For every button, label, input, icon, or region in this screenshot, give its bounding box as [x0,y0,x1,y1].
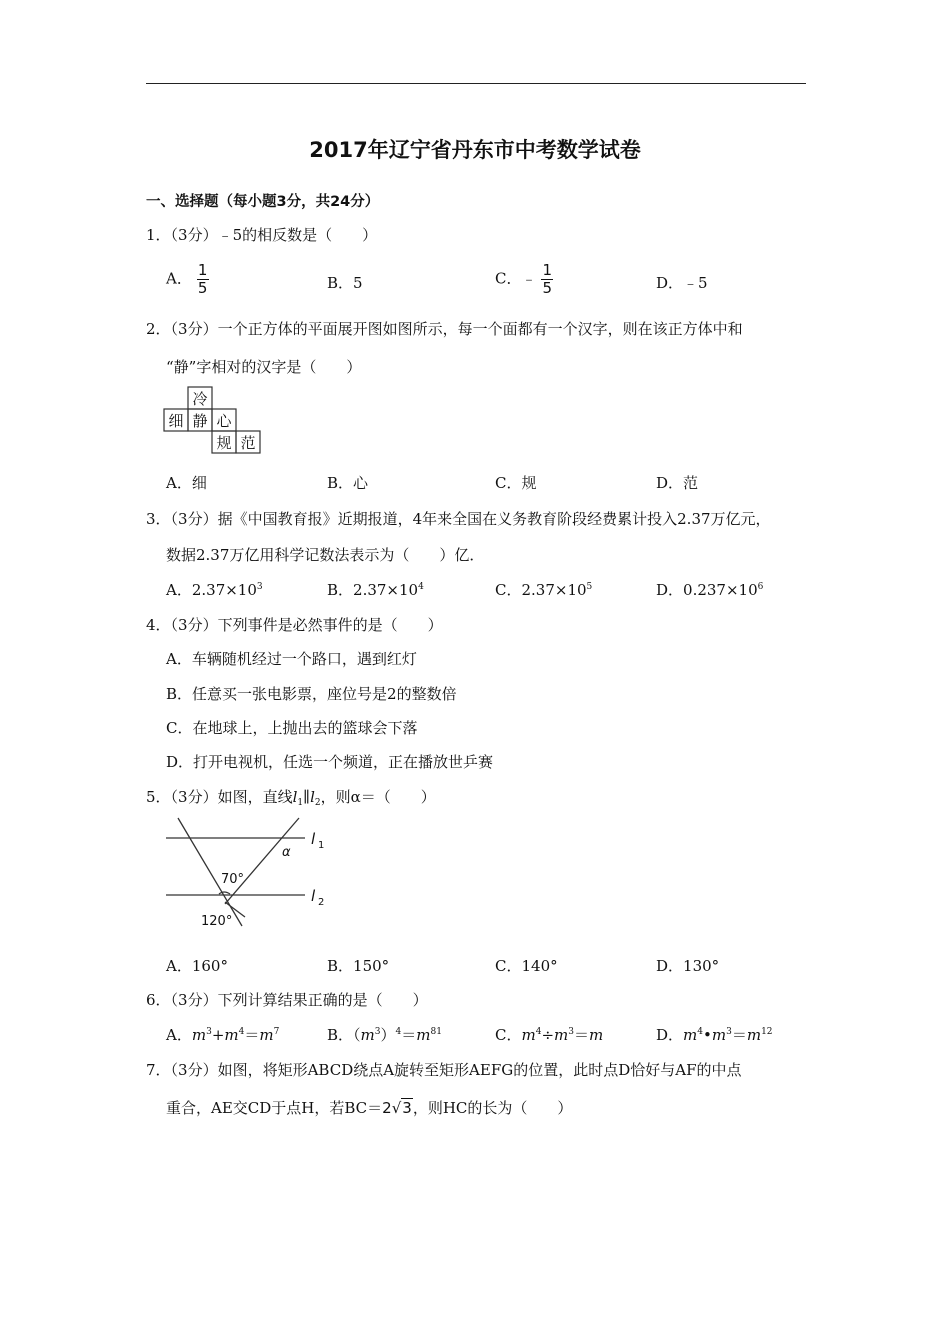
q3-stem-line1: 3．（3分）据《中国教育报》近期报道，4年来全国在义务教育阶段经费累计投入2.37万亿元， [146,510,771,528]
q5-option-d: D．130° [656,957,720,975]
q1-a-label: A． [166,269,192,288]
q3-option-a: A．$2.37\times 10^3$ [166,581,263,599]
q2-option-d: D．范 [656,474,699,492]
q6-option-a: A．$m^3+m^4=m^7$ [166,1026,280,1044]
q3-option-c: C．$2.37\times 10^5$ [495,581,593,599]
label-l2: l [311,887,316,905]
q3-option-b: B．$2.37\times 10^4$ [327,581,424,599]
cube-net-figure [163,386,263,458]
net-cell-xi: 细 [168,412,184,430]
label-l2-sub: 2 [318,897,325,908]
q6-option-b: B．$(m^3)^4=m^{81}$ [327,1026,442,1044]
section-heading: 一、选择题（每小题3分，共24分） [146,194,380,210]
q1-c-den: 5 [542,279,553,297]
q2-stem-line1: 2．（3分）一个正方体的平面展开图如图所示，每一个面都有一个汉字，则在该正方体中和 [146,320,743,338]
q1-a-fraction [197,262,209,297]
q4-option-b: B．任意买一张电影票，座位号是2的整数倍 [166,685,457,703]
q4-stem: 4．（3分）下列事件是必然事件的是（ ） [146,616,443,634]
q1-option-b: B．5 [327,274,363,292]
q4-option-d: D．打开电视机，任选一个频道，正在播放世乒赛 [166,753,494,771]
q6-option-d: D．$m^4•m^3=m^{12}$ [656,1026,773,1044]
q1-c-fraction [541,262,553,297]
label-70: 70° [221,872,245,887]
q6-stem: 6．（3分）下列计算结果正确的是（ ） [146,991,428,1009]
q5-option-b: B．150° [327,957,390,975]
q6-option-c: C．$m^4\div m^3=m$ [495,1026,604,1044]
q7-stem-line2: 重合，AE交CD于点H，若BC＝2√3，则HC的长为（ ） [166,1099,573,1117]
q3-stem-line2: 数据2.37万亿用科学记数法表示为（ ）亿． [166,546,485,564]
q1-a-num: 1 [197,261,208,279]
q1-option-d: D．﹣5 [656,274,708,292]
q2-option-a: A．细 [166,474,207,492]
net-cell-xin: 心 [216,412,232,430]
q5-option-c: C．140° [495,957,558,975]
q4-option-a: A．车辆随机经过一个路口，遇到红灯 [166,650,417,668]
parallel-lines-figure [163,814,333,932]
q7-stem-line1: 7．（3分）如图，将矩形ABCD绕点A旋转至矩形AEFG的位置，此时点D恰好与AF的中点 [146,1061,742,1079]
q7-sqrt-expression: 2√3 [382,1099,412,1117]
q5-stem: 5．（3分）如图，直线$l_1\parallel l_2$，则α＝（ ） [146,788,436,808]
label-l1-sub: 1 [318,840,325,851]
q2-option-c: C．规 [495,474,537,492]
q1-option-a [166,262,209,297]
label-120: 120° [201,914,233,929]
q1-option-c [495,262,553,297]
label-l1: l [311,830,316,848]
q1-c-label: C．﹣ [495,269,537,288]
net-cell-fan: 范 [240,434,256,452]
q2-option-b: B．心 [327,474,369,492]
net-cell-gui: 规 [216,434,232,452]
q4-option-c: C．在地球上，上抛出去的篮球会下落 [166,719,418,737]
q3-option-d: D．$0.237\times 10^6$ [656,581,764,599]
net-cell-leng: 冷 [192,390,208,408]
q2-stem-line2: “静”字相对的汉字是（ ） [166,358,362,376]
q1-a-den: 5 [197,279,208,297]
q5-option-a: A．160° [166,957,228,975]
page-title: 2017年辽宁省丹东市中考数学试卷 [309,138,641,162]
label-alpha: α [282,845,291,860]
net-cell-jing: 静 [192,412,208,430]
header-rule [146,83,806,84]
q1-c-num: 1 [542,261,553,279]
q1-stem: 1．（3分）﹣5的相反数是（ ） [146,226,378,244]
